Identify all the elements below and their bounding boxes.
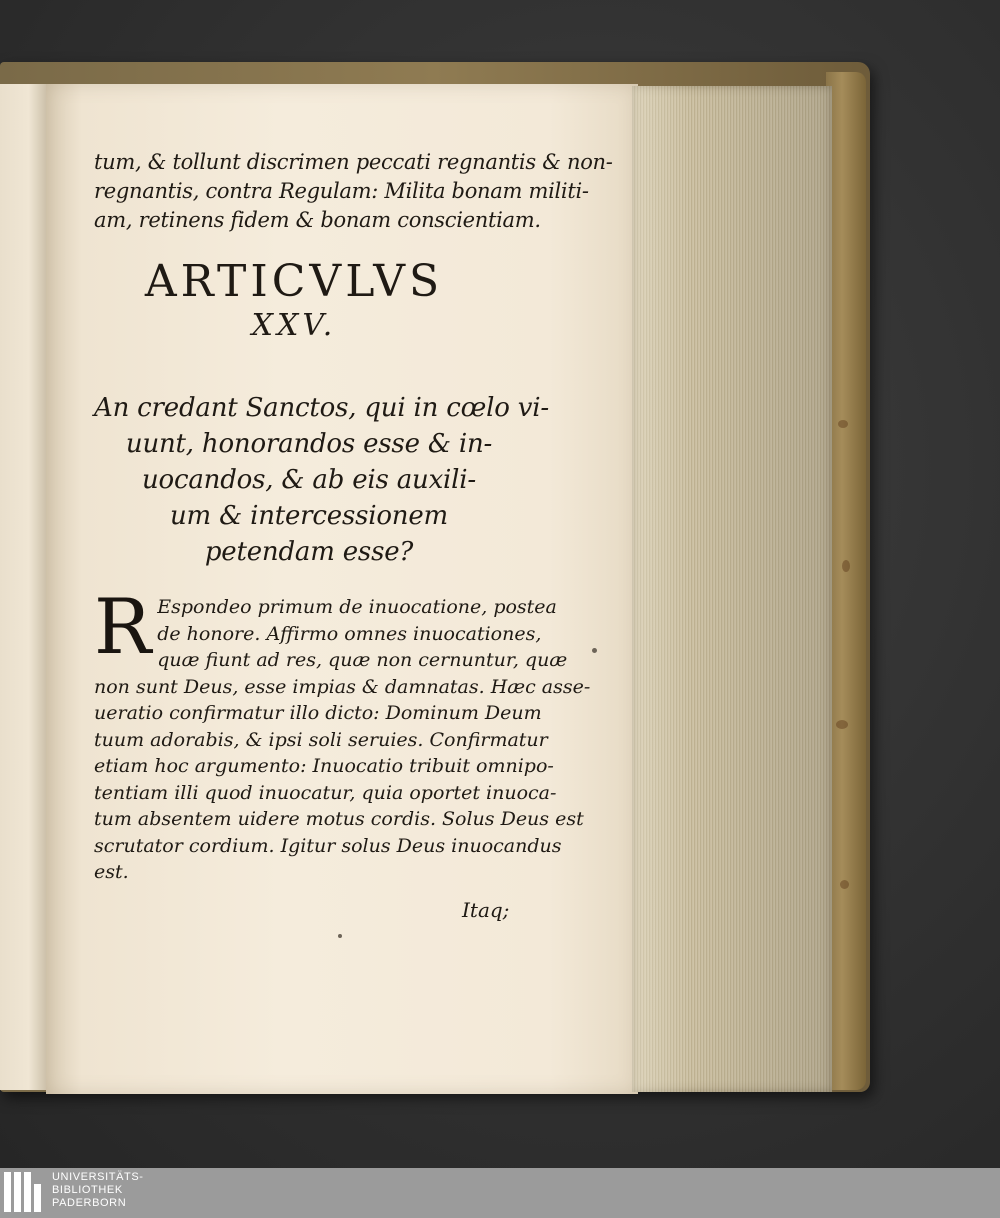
book-cover-edge <box>826 72 866 1090</box>
body-line: quæ fiunt ad res, quæ non cernuntur, quæ <box>157 649 568 671</box>
page-block-shade <box>632 86 832 1092</box>
question-line: uunt, honorandos esse & in- <box>125 429 493 459</box>
body-line: tentiam illi quod inuocatur, quia oportet inuoca- <box>94 781 557 804</box>
question-line: um & intercessionem <box>170 501 448 531</box>
cover-stain <box>840 880 849 889</box>
body-paragraph <box>94 582 591 886</box>
body-line: tum absentem uidere motus cordis. Solus Deus est <box>94 808 584 830</box>
question-line: uocandos, & ab eis auxili- <box>142 465 476 495</box>
runon-text <box>94 148 613 235</box>
text-line: tum, & tollunt discrimen peccati regnantis & non- <box>94 150 613 174</box>
question-line: petendam esse? <box>204 537 414 567</box>
body-line: est. <box>94 861 129 883</box>
cover-stain <box>838 420 848 428</box>
body-line: ueratio confirmatur illo dicto: Dominum Deum <box>94 702 542 724</box>
body-line: scrutator cordium. Igitur solus Deus inuocandus <box>94 834 562 857</box>
cover-stain <box>842 560 850 572</box>
logo-line: PADERBORN <box>52 1197 127 1209</box>
library-logo-icon <box>4 1172 48 1212</box>
question-line: An credant Sanctos, qui in cœlo vi- <box>94 393 549 423</box>
article-number: XXV. <box>251 308 337 343</box>
body-line: Espondeo primum de inuocatione, postea <box>157 596 557 618</box>
library-logo-text <box>52 1171 144 1210</box>
text-line: regnantis, contra Regulam: Milita bonam militi- <box>94 179 589 203</box>
footer-bar <box>0 1168 1000 1218</box>
logo-line: UNIVERSITÄTS- <box>52 1171 144 1183</box>
body-line: de honore. Affirmo omnes inuocationes, <box>157 622 542 645</box>
catchword: Itaq; <box>462 898 510 922</box>
text-line: am, retinens fidem & bonam conscientiam. <box>94 208 541 232</box>
left-page-edge <box>0 84 49 1090</box>
logo-line: BIBLIOTHEK <box>52 1184 123 1196</box>
article-heading: ARTICVLVS <box>144 256 444 307</box>
body-line: etiam hoc argumento: Inuocatio tribuit omnipo- <box>94 755 554 777</box>
cover-stain <box>836 720 848 729</box>
paper-speck <box>338 934 342 938</box>
article-question <box>94 390 549 570</box>
paper-speck <box>592 648 597 653</box>
body-line: tuum adorabis, & ipsi soli seruies. Confirmatur <box>94 728 548 751</box>
drop-capital: R <box>94 582 152 671</box>
body-line: non sunt Deus, esse impias & damnatas. Hæc asse- <box>94 675 591 698</box>
